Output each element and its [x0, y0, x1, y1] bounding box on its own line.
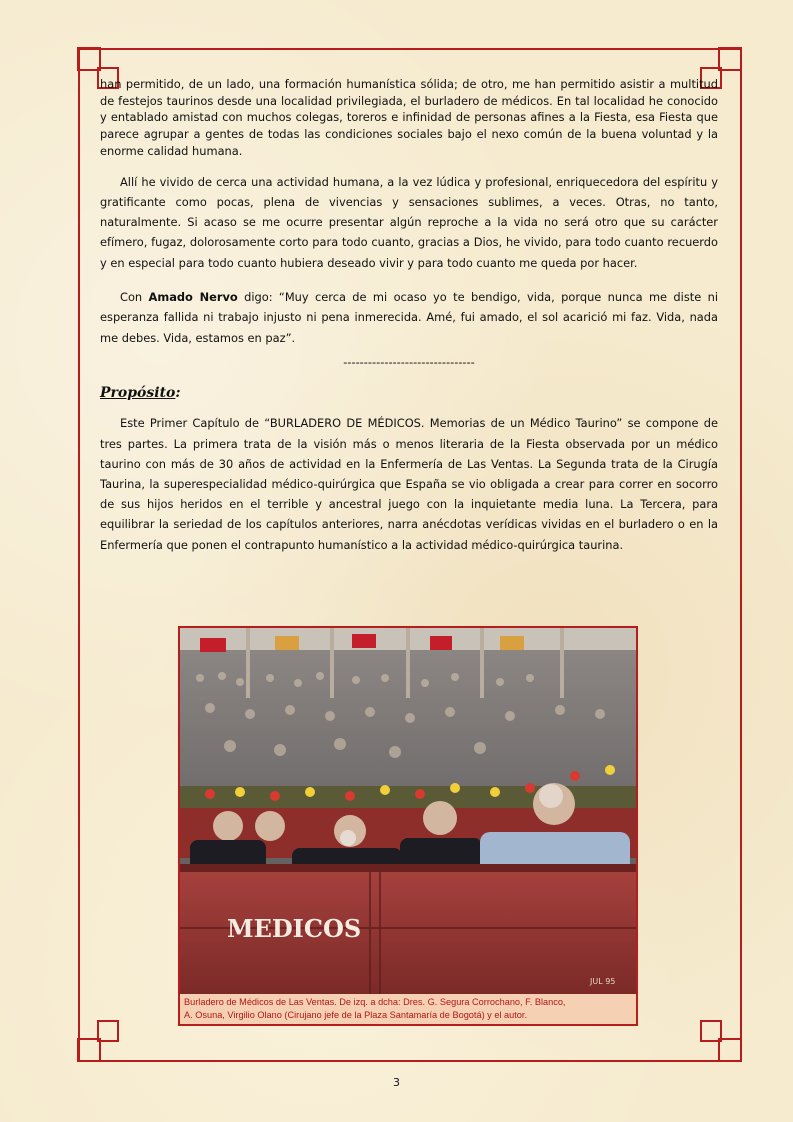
section-heading-text: Propósito	[100, 384, 176, 401]
photo-figure	[178, 626, 638, 1026]
photo-caption-line-2: A. Osuna, Virgilio Olano (Cirujano jefe de la Plaza Santamaría de Bogotá) y el autor.	[184, 1009, 528, 1020]
quote-author: Amado Nervo	[148, 290, 238, 304]
photo-caption	[180, 994, 636, 1024]
page-body	[100, 76, 718, 555]
section-separator: --------------------------------	[343, 354, 475, 369]
paragraph-purpose: Este Primer Capítulo de “BURLADERO DE MÉDICOS. Memorias de un Médico Taurino” se compone de tres partes. La primera trata de la visión más o menos literaria de la Fiesta observada por un médico taurino con más de 30 años de actividad en la Enfermería de Las Ventas. La Segunda trata de la Cirugía Taurina, la superespecialidad médico-quirúrgica que España se vio obligada a crear para correr en socorro de sus hijos heridos en el terrible y ancestral juego con la inquietante media luna. La Tercera, para equilibrar la seriedad de los capítulos anteriores, narra anécdotas verídicas vividas en el burladero o en la Enfermería que ponen el contrapunto humanístico a la actividad médico-quirúrgica taurina.	[100, 416, 718, 552]
corner-ornament-bottom-left	[76, 1019, 120, 1063]
paragraph-experience: Allí he vivido de cerca una actividad humana, a la vez lúdica y profesional, enriquecedora del espíritu y gratificante como pocas, plena de vivencias y sensaciones sublimes, a veces. Otras, no tanto, naturalmente. Si acaso se me ocurre presentar algún reproche a la vida no será otro que su carácter efímero, fugaz, dolorosamente corto para todo cuanto, gracias a Dios, he vivido, para todo cuanto recuerdo y en especial para todo cuanto hubiera deseado vivir y para todo cuanto me queda por hacer.	[100, 174, 718, 270]
paragraph-quote	[100, 287, 718, 348]
photo-date-stamp: JUL 95	[590, 977, 616, 986]
paragraph-intro: han permitido, de un lado, una formación humanística sólida; de otro, me han permitido asistir a multitud de festejos taurinos desde una localidad privilegiada, el burladero de médicos. En tal localidad he conocido y entablado amistad con muchos colegas, toreros e infinidad de personas afines a la Fiesta, esa Fiesta que parece agrupar a gentes de todas las condiciones sociales bajo el nexo común de la buena voluntad y la enorme calidad humana.	[100, 77, 718, 158]
quote-lead: Con	[120, 290, 149, 304]
corner-ornament-bottom-right	[699, 1019, 743, 1063]
page-number: 3	[393, 1076, 400, 1089]
section-heading	[100, 385, 718, 402]
medicos-sign: MEDICOS	[227, 914, 362, 943]
photo-caption-line-1: Burladero de Médicos de Las Ventas. De izq. a dcha: Dres. G. Segura Corrochano, F. Blanco,	[184, 997, 566, 1007]
section-heading-colon: :	[175, 384, 181, 401]
quote-text: digo: “Muy cerca de mi ocaso yo te bendigo, vida, porque nunca me diste ni esperanza fallida ni trabajo injusto ni pena inmerecida. Amé, fui amado, el sol acarició mi faz. Vida, nada me debes. Vida, estamos en paz”.	[100, 290, 718, 345]
bullring-photo	[180, 628, 636, 994]
